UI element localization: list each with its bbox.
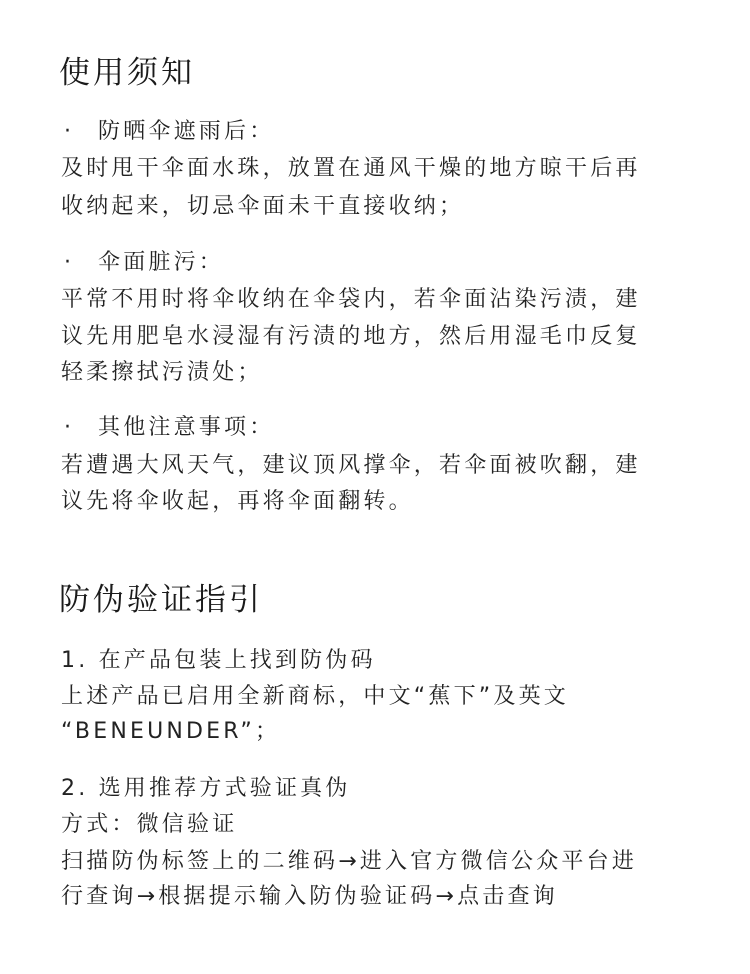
usage-notice-title: 使用须知 [59,55,195,91]
usage-item-text-line: 议先用肥皂水浸湿有污渍的地方，然后用湿毛巾反复 [61,324,641,349]
usage-item-text-line: 平常不用时将伞收纳在伞袋内，若伞面沾染污渍，建 [61,287,641,312]
anti-counterfeit-title: 防伪验证指引 [59,582,263,618]
verification-step-text-line: 行查询→根据提示输入防伪验证码→点击查询 [61,884,558,909]
usage-item-text-line: 及时甩干伞面水珠，放置在通风干燥的地方晾干后再 [61,156,641,181]
bullet-icon: · [64,250,75,275]
usage-item-heading [64,115,274,149]
usage-item-text-line: 议先将伞收起，再将伞面翻转。 [61,489,414,514]
verification-step-text-line: 上述产品已启用全新商标，中文“蕉下”及英文 [61,684,569,709]
verification-step-text-line: 扫描防伪标签上的二维码→进入官方微信公众平台进 [61,849,638,874]
usage-item-text-line: 若遭遇大风天气，建议顶风撑伞，若伞面被吹翻，建 [61,453,641,478]
usage-item-heading-text: 其他注意事项： [98,415,275,440]
usage-item-heading [64,411,274,445]
bullet-icon: · [64,119,75,144]
verification-step-text-line: 方式：微信验证 [61,812,238,837]
usage-item-heading [64,246,224,280]
usage-item-text-line: 收纳起来，切忌伞面未干直接收纳； [61,194,465,219]
verification-step-heading: 1. 在产品包装上找到防伪码 [61,648,376,673]
usage-item-heading-text: 防晒伞遮雨后： [98,119,275,144]
usage-item-heading-text: 伞面脏污： [98,250,225,275]
bullet-icon: · [64,415,75,440]
usage-item-text-line: 轻柔擦拭污渍处； [61,360,263,385]
verification-step-heading: 2. 选用推荐方式验证真伪 [61,776,351,801]
verification-step-text-line: “BENEUNDER”； [61,719,281,744]
